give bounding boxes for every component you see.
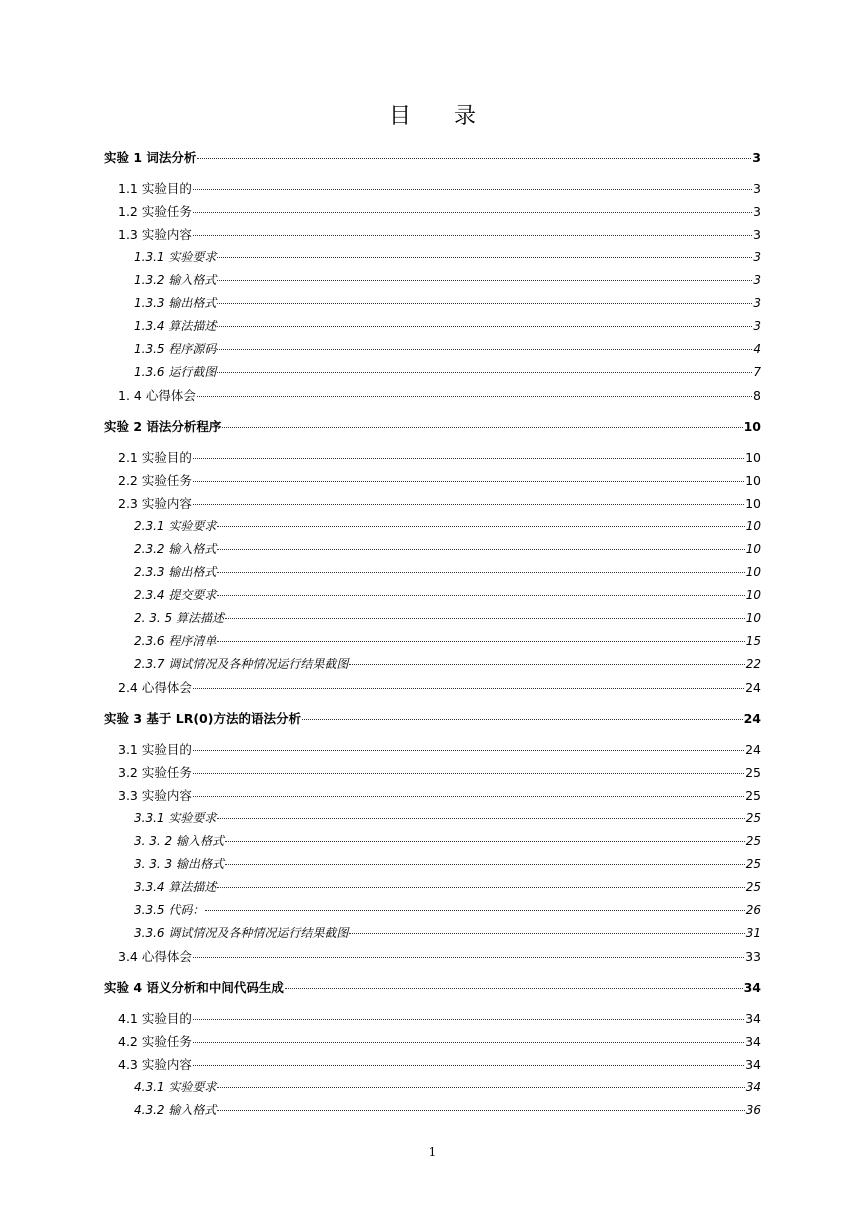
toc-entry-label: 1.2 实验任务 xyxy=(118,204,192,219)
toc-entry-label: 3.1 实验目的 xyxy=(118,742,192,757)
toc-entry-label: 2.1 实验目的 xyxy=(118,450,192,465)
toc-entry-page: 15 xyxy=(745,634,761,648)
toc-entry-page: 22 xyxy=(745,657,761,671)
toc-entry-label: 4.2 实验任务 xyxy=(118,1034,192,1049)
toc-section-entry[interactable] xyxy=(104,469,761,492)
dot-leader xyxy=(225,864,745,865)
toc-entry-page: 25 xyxy=(745,788,761,803)
toc-entry-label: 2.3 实验内容 xyxy=(118,496,192,511)
toc-entry-label: 实验 4 语义分析和中间代码生成 xyxy=(104,980,284,995)
toc-entry-page: 7 xyxy=(753,365,761,379)
toc-entry-page: 33 xyxy=(745,949,761,964)
toc-section-entry[interactable] xyxy=(104,492,761,515)
toc-subsection-entry[interactable] xyxy=(104,515,761,538)
toc-entry-label: 2. 3. 5 算法描述 xyxy=(134,611,224,625)
toc-subsection-entry[interactable] xyxy=(104,830,761,853)
toc-entry-page: 26 xyxy=(745,903,761,917)
toc-entry-label: 2.3.3 输出格式 xyxy=(134,565,217,579)
table-of-contents xyxy=(104,146,761,1122)
toc-subsection-entry[interactable] xyxy=(104,1099,761,1122)
dot-leader xyxy=(193,750,744,751)
toc-subsection-entry[interactable] xyxy=(104,269,761,292)
toc-entry-label: 3.3.5 代码： xyxy=(134,903,205,917)
toc-entry-page: 24 xyxy=(745,680,761,695)
toc-entry-label: 1.3.6 运行截图 xyxy=(134,365,217,379)
toc-subsection-entry[interactable] xyxy=(104,1076,761,1099)
toc-section-entry[interactable] xyxy=(104,1030,761,1053)
toc-entry-label: 1.3.4 算法描述 xyxy=(134,319,217,333)
dot-leader xyxy=(217,526,744,527)
page-title: 目 录 xyxy=(389,104,494,129)
toc-subsection-entry[interactable] xyxy=(104,630,761,653)
toc-entry-label: 1.3.2 输入格式 xyxy=(134,273,217,287)
toc-subsection-entry[interactable] xyxy=(104,246,761,269)
dot-leader xyxy=(217,349,752,350)
dot-leader xyxy=(349,933,744,934)
toc-entry-page: 25 xyxy=(745,811,761,825)
toc-entry-page: 10 xyxy=(745,588,761,602)
dot-leader xyxy=(205,910,744,911)
toc-entry-page: 3 xyxy=(753,227,761,242)
toc-section-entry[interactable] xyxy=(104,1007,761,1030)
toc-subsection-entry[interactable] xyxy=(104,361,761,384)
toc-subsection-entry[interactable] xyxy=(104,807,761,830)
toc-entry-label: 2.3.7 调试情况及各种情况运行结果截图 xyxy=(134,657,349,671)
toc-entry-page: 3 xyxy=(753,273,761,287)
toc-entry-label: 3.2 实验任务 xyxy=(118,765,192,780)
toc-entry-page: 25 xyxy=(745,880,761,894)
dot-leader xyxy=(193,189,752,190)
toc-entry-page: 3 xyxy=(753,250,761,264)
toc-entry-label: 3.3.1 实验要求 xyxy=(134,811,217,825)
toc-entry-page: 25 xyxy=(745,765,761,780)
toc-entry-label: 1.3.5 程序源码 xyxy=(134,342,217,356)
toc-subsection-entry[interactable] xyxy=(104,899,761,922)
toc-entry-page: 24 xyxy=(743,711,761,726)
dot-leader xyxy=(302,719,743,720)
dot-leader xyxy=(222,427,742,428)
toc-entry-page: 34 xyxy=(745,1057,761,1072)
toc-subsection-entry[interactable] xyxy=(104,315,761,338)
toc-section-entry[interactable] xyxy=(104,1053,761,1076)
toc-entry-page: 24 xyxy=(745,742,761,757)
toc-section-entry[interactable] xyxy=(104,446,761,469)
dot-leader xyxy=(217,280,752,281)
toc-section-entry[interactable] xyxy=(104,945,761,968)
dot-leader xyxy=(217,1110,744,1111)
toc-section-entry[interactable] xyxy=(104,784,761,807)
toc-entry-label: 3.3.6 调试情况及各种情况运行结果截图 xyxy=(134,926,349,940)
toc-entry-label: 实验 2 语法分析程序 xyxy=(104,419,222,434)
toc-section-entry[interactable] xyxy=(104,223,761,246)
dot-leader xyxy=(225,618,745,619)
toc-entry-label: 4.3.1 实验要求 xyxy=(134,1080,217,1094)
dot-leader xyxy=(193,773,744,774)
toc-entry-page: 3 xyxy=(753,204,761,219)
dot-leader xyxy=(193,481,744,482)
toc-chapter-entry[interactable] xyxy=(104,707,761,730)
toc-subsection-entry[interactable] xyxy=(104,853,761,876)
dot-leader xyxy=(197,158,751,159)
toc-entry-label: 2.3.1 实验要求 xyxy=(134,519,217,533)
toc-entry-page: 8 xyxy=(753,388,761,403)
toc-subsection-entry[interactable] xyxy=(104,338,761,361)
dot-leader xyxy=(217,818,744,819)
toc-entry-label: 4.3.2 输入格式 xyxy=(134,1103,217,1117)
toc-entry-page: 3 xyxy=(753,296,761,310)
dot-leader xyxy=(193,1065,744,1066)
toc-entry-page: 4 xyxy=(753,342,761,356)
toc-subsection-entry[interactable] xyxy=(104,292,761,315)
toc-entry-page: 34 xyxy=(745,1034,761,1049)
toc-entry-page: 3 xyxy=(752,150,761,165)
dot-leader xyxy=(217,1087,744,1088)
dot-leader xyxy=(225,841,745,842)
dot-leader xyxy=(217,549,744,550)
toc-chapter-entry[interactable] xyxy=(104,146,761,169)
toc-entry-page: 10 xyxy=(745,565,761,579)
dot-leader xyxy=(217,326,752,327)
toc-entry-label: 2.3.6 程序清单 xyxy=(134,634,217,648)
page-number: 1 xyxy=(428,1145,437,1159)
toc-section-entry[interactable] xyxy=(104,676,761,699)
toc-entry-label: 1.3 实验内容 xyxy=(118,227,192,242)
toc-entry-page: 25 xyxy=(745,834,761,848)
toc-section-entry[interactable] xyxy=(104,761,761,784)
toc-section-entry[interactable] xyxy=(104,177,761,200)
toc-entry-page: 25 xyxy=(745,857,761,871)
dot-leader xyxy=(217,641,744,642)
dot-leader xyxy=(193,1019,744,1020)
toc-entry-label: 3.3.4 算法描述 xyxy=(134,880,217,894)
toc-entry-page: 10 xyxy=(745,496,761,511)
toc-subsection-entry[interactable] xyxy=(104,922,761,945)
toc-entry-page: 10 xyxy=(745,450,761,465)
dot-leader xyxy=(193,212,752,213)
toc-entry-page: 31 xyxy=(745,926,761,940)
toc-subsection-entry[interactable] xyxy=(104,538,761,561)
dot-leader xyxy=(193,796,744,797)
dot-leader xyxy=(193,235,752,236)
toc-entry-label: 3. 3. 2 输入格式 xyxy=(134,834,224,848)
toc-entry-page: 10 xyxy=(745,473,761,488)
toc-subsection-entry[interactable] xyxy=(104,607,761,630)
toc-entry-page: 34 xyxy=(743,980,761,995)
toc-entry-page: 34 xyxy=(745,1011,761,1026)
toc-entry-label: 2.3.2 输入格式 xyxy=(134,542,217,556)
toc-entry-label: 2.3.4 提交要求 xyxy=(134,588,217,602)
toc-entry-label: 2.2 实验任务 xyxy=(118,473,192,488)
dot-leader xyxy=(217,887,744,888)
toc-section-entry[interactable] xyxy=(104,384,761,407)
toc-entry-label: 1.3.1 实验要求 xyxy=(134,250,217,264)
toc-entry-page: 10 xyxy=(745,519,761,533)
toc-entry-label: 1. 4 心得体会 xyxy=(118,388,196,403)
toc-entry-label: 实验 1 词法分析 xyxy=(104,150,197,165)
toc-entry-label: 3. 3. 3 输出格式 xyxy=(134,857,224,871)
toc-section-entry[interactable] xyxy=(104,738,761,761)
dot-leader xyxy=(193,957,744,958)
toc-entry-page: 10 xyxy=(745,542,761,556)
toc-entry-label: 3.4 心得体会 xyxy=(118,949,192,964)
dot-leader xyxy=(285,988,743,989)
toc-entry-label: 1.1 实验目的 xyxy=(118,181,192,196)
toc-entry-label: 3.3 实验内容 xyxy=(118,788,192,803)
toc-entry-page: 3 xyxy=(753,181,761,196)
toc-subsection-entry[interactable] xyxy=(104,653,761,676)
dot-leader xyxy=(349,664,744,665)
toc-entry-label: 实验 3 基于 LR(0)方法的语法分析 xyxy=(104,711,301,726)
dot-leader xyxy=(193,458,744,459)
dot-leader xyxy=(193,1042,744,1043)
toc-entry-label: 2.4 心得体会 xyxy=(118,680,192,695)
toc-entry-label: 4.1 实验目的 xyxy=(118,1011,192,1026)
toc-entry-label: 1.3.3 输出格式 xyxy=(134,296,217,310)
toc-entry-page: 10 xyxy=(745,611,761,625)
toc-chapter-entry[interactable] xyxy=(104,415,761,438)
toc-subsection-entry[interactable] xyxy=(104,561,761,584)
dot-leader xyxy=(217,303,752,304)
dot-leader xyxy=(217,257,752,258)
toc-chapter-entry[interactable] xyxy=(104,976,761,999)
dot-leader xyxy=(197,396,752,397)
toc-subsection-entry[interactable] xyxy=(104,584,761,607)
toc-subsection-entry[interactable] xyxy=(104,876,761,899)
toc-entry-page: 36 xyxy=(745,1103,761,1117)
toc-entry-page: 3 xyxy=(753,319,761,333)
dot-leader xyxy=(217,572,744,573)
toc-entry-page: 10 xyxy=(743,419,761,434)
dot-leader xyxy=(193,504,744,505)
dot-leader xyxy=(193,688,744,689)
dot-leader xyxy=(217,372,752,373)
toc-entry-label: 4.3 实验内容 xyxy=(118,1057,192,1072)
toc-section-entry[interactable] xyxy=(104,200,761,223)
dot-leader xyxy=(217,595,744,596)
toc-entry-page: 34 xyxy=(745,1080,761,1094)
